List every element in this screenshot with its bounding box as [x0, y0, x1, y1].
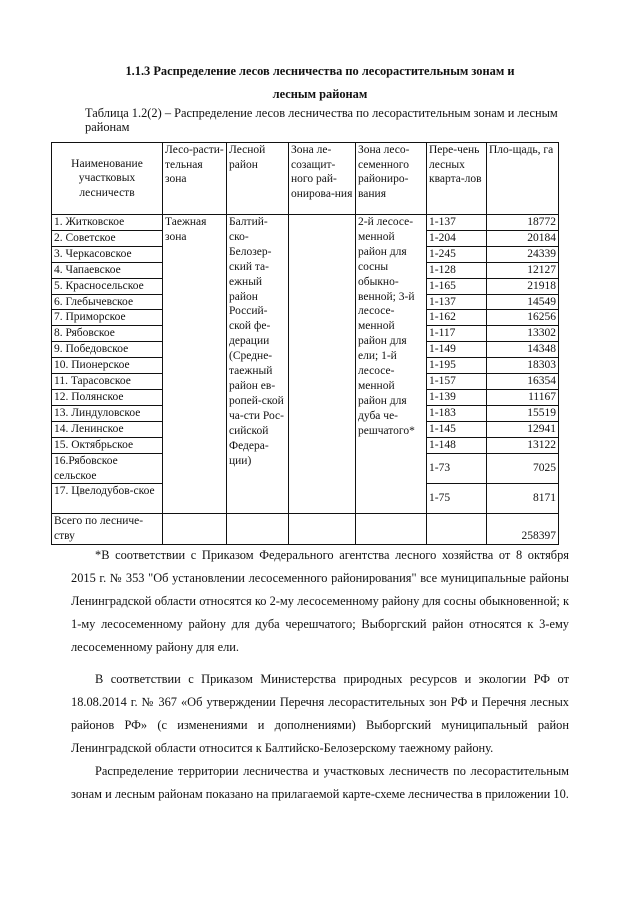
area-cell: 18303 — [487, 358, 559, 374]
table-caption: Таблица 1.2(2) – Распределение лесов лесничества по лесорастительным зонам и лесным районам — [85, 106, 558, 134]
area-cell: 16256 — [487, 310, 559, 326]
footnote-paragraph: *В соответствии с Приказом Федерального агентства лесного хозяйства от 8 октября 2015 г. № 353 "Об установлении лесосеменного районирования" все муниципальные районы Ленинградской области относятся ко 2-му лесосеменному району для сосны обыкновенной; к 1-му лесосеменному району для дуба черешчатого; Выборгский район относятся к 3-ему лесосеменному району для ели. — [71, 548, 569, 654]
area-cell: 24339 — [487, 246, 559, 262]
quarters-cell: 1-148 — [427, 437, 487, 453]
forestry-name: 2. Советское — [52, 230, 163, 246]
section-title-line-1: 1.1.3 Распределение лесов лесничества по лесорастительным зонам и — [125, 64, 515, 78]
quarters-cell: 1-245 — [427, 246, 487, 262]
forestry-name: 1. Житковское — [52, 215, 163, 231]
empty-cell — [356, 514, 427, 545]
forestry-name: 5. Красносельское — [52, 278, 163, 294]
quarters-cell: 1-165 — [427, 278, 487, 294]
table-row — [52, 215, 559, 231]
quarters-cell: 1-145 — [427, 421, 487, 437]
quarters-cell: 1-157 — [427, 374, 487, 390]
paragraph-map-reference: Распределение территории лесничества и участковых лесничеств по лесорастительным зонам и лесным районам показано на прилагаемой карте-схеме лесничества в приложении 10. — [71, 764, 569, 801]
area-cell: 20184 — [487, 230, 559, 246]
area-cell: 16354 — [487, 374, 559, 390]
forestry-name: 13. Линдуловское — [52, 405, 163, 421]
area-cell: 12127 — [487, 262, 559, 278]
quarters-cell: 1-73 — [427, 453, 487, 484]
area-cell: 7025 — [487, 453, 559, 484]
header-protective-zone: Зона ле-созащит-ного рай-онирова-ния — [289, 143, 356, 215]
area-cell: 15519 — [487, 405, 559, 421]
forestry-name: 14. Ленинское — [52, 421, 163, 437]
forestry-name: 9. Победовское — [52, 342, 163, 358]
quarters-cell: 1-162 — [427, 310, 487, 326]
area-cell: 13302 — [487, 326, 559, 342]
empty-cell — [427, 514, 487, 545]
area-cell: 8171 — [487, 484, 559, 514]
area-cell: 18772 — [487, 215, 559, 231]
quarters-cell: 1-137 — [427, 294, 487, 310]
total-label: Всего по лесниче-ству — [52, 514, 163, 545]
seed-zone-cell: 2-й лесосе-менной район для сосны обыкно-венной; 3-й лесосе-менной район для ели; 1-й лесосе-менной район для дуба че-решчатого* — [356, 215, 427, 514]
forestry-name: 12. Полянское — [52, 389, 163, 405]
quarters-cell: 1-128 — [427, 262, 487, 278]
quarters-cell: 1-75 — [427, 484, 487, 514]
forestry-name: 4. Чапаевское — [52, 262, 163, 278]
forestry-name: 6. Глебычевское — [52, 294, 163, 310]
forestry-name: 15. Октябрьское — [52, 437, 163, 453]
forest-distribution-table — [51, 142, 559, 545]
area-cell: 13122 — [487, 437, 559, 453]
vegetation-zone-cell: Таежная зона — [163, 215, 227, 514]
area-cell: 14549 — [487, 294, 559, 310]
empty-cell — [163, 514, 227, 545]
quarters-cell: 1-117 — [427, 326, 487, 342]
forestry-name: 11. Тарасовское — [52, 374, 163, 390]
header-seed-zone: Зона лесо-семенного райониро-вания — [356, 143, 427, 215]
header-quarters-list: Пере-чень лесных кварта-лов — [427, 143, 487, 215]
area-cell: 12941 — [487, 421, 559, 437]
forestry-name: 10. Пионерское — [52, 358, 163, 374]
protective-zone-cell — [289, 215, 356, 514]
quarters-cell: 1-139 — [427, 389, 487, 405]
header-area: Пло-щадь, га — [487, 143, 559, 215]
header-forestry-name: Наименование участковых лесничеств — [52, 143, 163, 215]
forestry-name: 3. Черкасовское — [52, 246, 163, 262]
quarters-cell: 1-137 — [427, 215, 487, 231]
quarters-cell: 1-195 — [427, 358, 487, 374]
forestry-name: 7. Приморское — [52, 310, 163, 326]
forest-region-cell: Балтий-ско-Белозер-ский та-ежный район Россий-ской фе-дерации (Средне-таежный район ев-ропей-ской ча-сти Рос-сийской Федера-ции) — [227, 215, 289, 514]
area-cell: 11167 — [487, 389, 559, 405]
quarters-cell: 1-204 — [427, 230, 487, 246]
header-forest-region: Лесной район — [227, 143, 289, 215]
paragraph-forest-region: В соответствии с Приказом Министерства природных ресурсов и экологии РФ от 18.08.2014 г. № 367 «Об утверждении Перечня лесорастительных зон РФ и Перечня лесных районов РФ» (с изменениями и дополнениями) Выборгский муниципальный район Ленинградской области относится к Балтийско-Белозерскому таежному району. — [71, 672, 569, 755]
quarters-cell: 1-149 — [427, 342, 487, 358]
empty-cell — [227, 514, 289, 545]
empty-cell — [289, 514, 356, 545]
forestry-name: 8. Рябовское — [52, 326, 163, 342]
table-total-row — [52, 514, 559, 545]
area-cell: 14348 — [487, 342, 559, 358]
header-vegetation-zone: Лесо-расти-тельная зона — [163, 143, 227, 215]
forestry-name: 17. Цвелодубов-ское — [52, 484, 163, 514]
quarters-cell: 1-183 — [427, 405, 487, 421]
forestry-name: 16.Рябовское сельское — [52, 453, 163, 484]
section-title-line-2: лесным районам — [272, 87, 368, 101]
total-area: 258397 — [487, 514, 559, 545]
area-cell: 21918 — [487, 278, 559, 294]
